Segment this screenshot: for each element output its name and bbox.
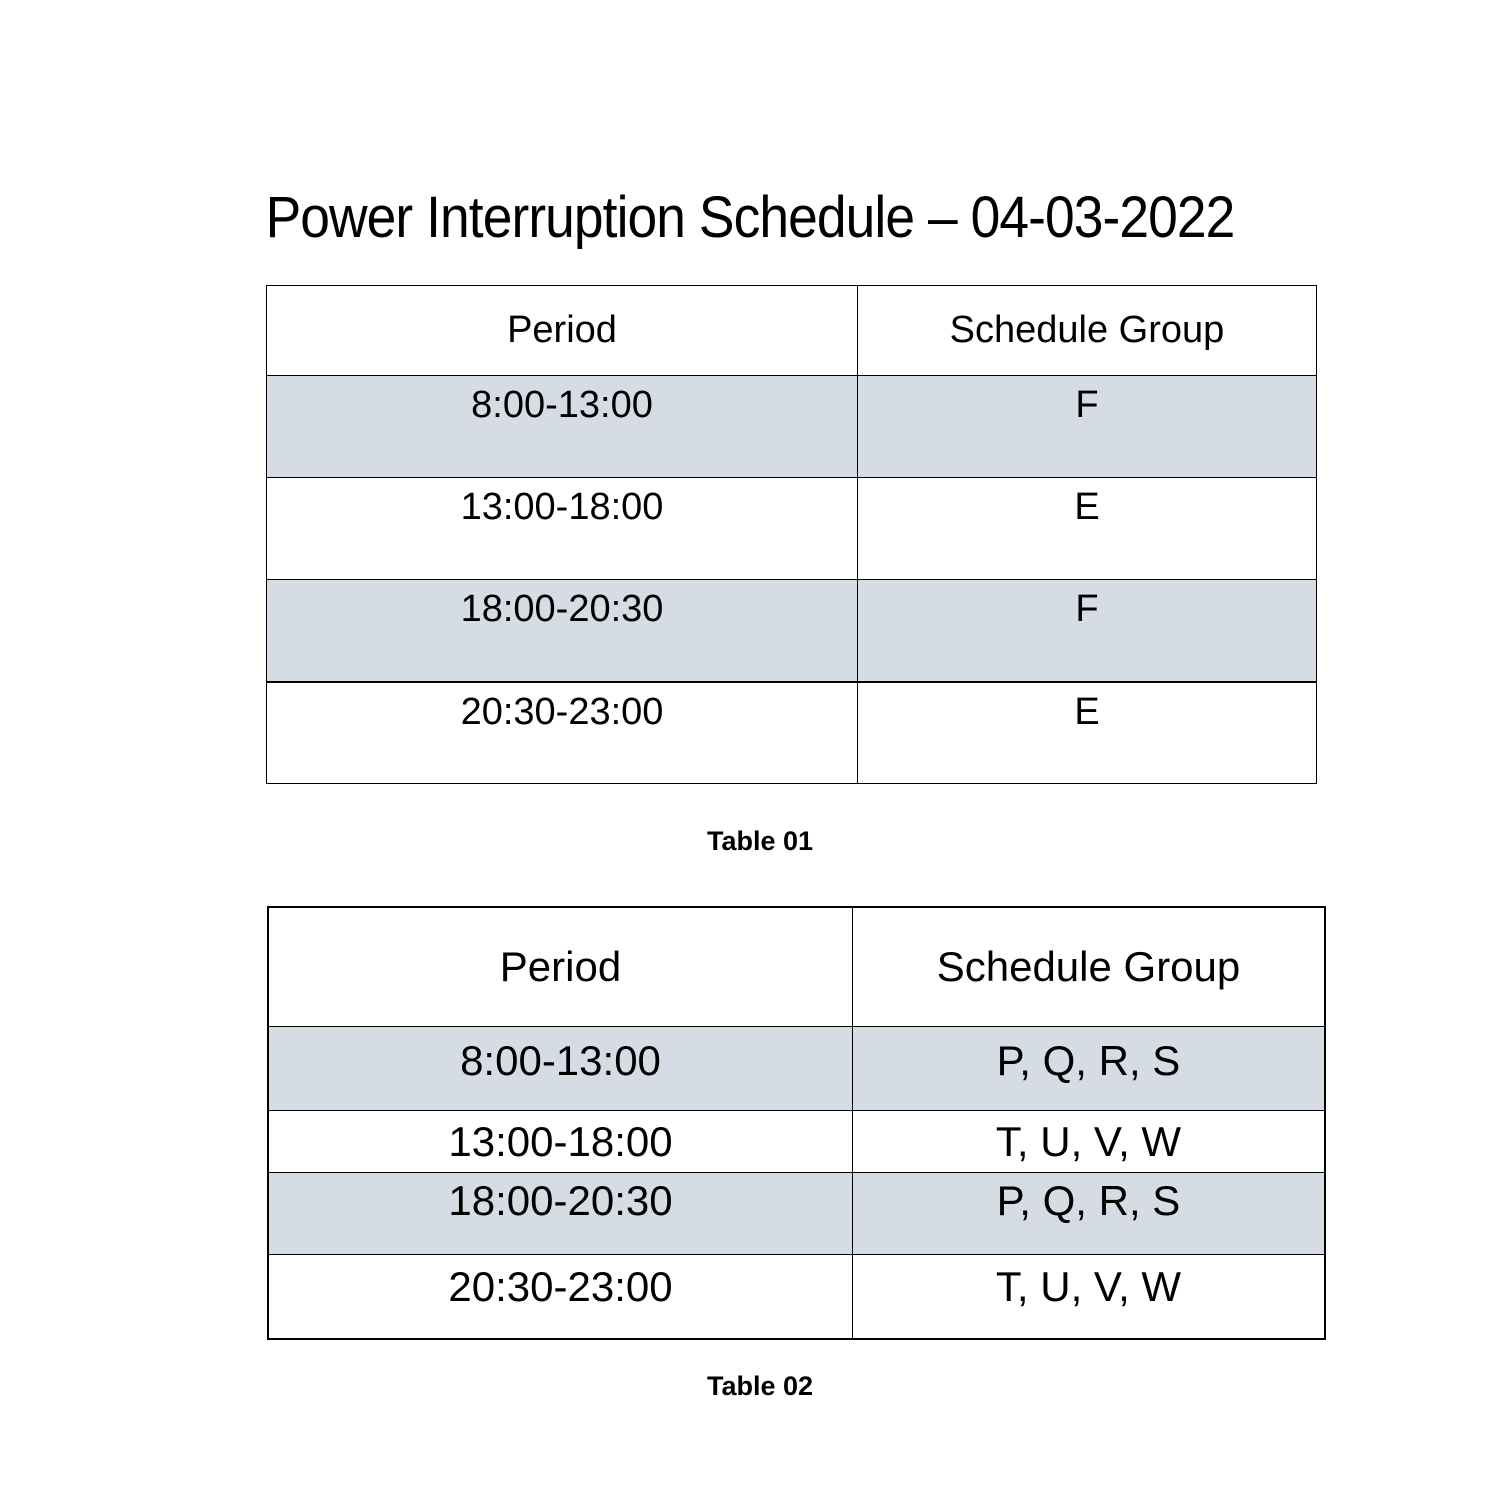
period-cell: 20:30-23:00 (268, 1255, 853, 1339)
table-caption-02: Table 02 (706, 1371, 814, 1401)
table-header-row (268, 907, 1325, 1027)
period-cell: 8:00-13:00 (267, 376, 858, 478)
page-title: Power Interruption Schedule – 04-03-2022 (265, 185, 1235, 250)
table-row (268, 1255, 1325, 1339)
header-schedule-group: Schedule Group (853, 907, 1326, 1027)
header-period: Period (267, 286, 858, 376)
group-cell: E (858, 478, 1317, 580)
group-cell: P, Q, R, S (853, 1173, 1326, 1255)
period-cell: 13:00-18:00 (268, 1111, 853, 1173)
period-cell: 18:00-20:30 (268, 1173, 853, 1255)
group-cell: T, U, V, W (853, 1111, 1326, 1173)
table-row (267, 376, 1317, 478)
period-cell: 13:00-18:00 (267, 478, 858, 580)
period-cell: 20:30-23:00 (267, 682, 858, 784)
header-period: Period (268, 907, 853, 1027)
table-caption-01: Table 01 (706, 826, 814, 856)
table-row (267, 478, 1317, 580)
table-row (268, 1173, 1325, 1255)
group-cell: P, Q, R, S (853, 1027, 1326, 1111)
period-cell: 8:00-13:00 (268, 1027, 853, 1111)
group-cell: T, U, V, W (853, 1255, 1326, 1339)
schedule-table-02 (267, 906, 1326, 1340)
schedule-table-01 (266, 285, 1317, 784)
group-cell: F (858, 376, 1317, 478)
table-header-row (267, 286, 1317, 376)
group-cell: E (858, 682, 1317, 784)
header-schedule-group: Schedule Group (858, 286, 1317, 376)
period-cell: 18:00-20:30 (267, 580, 858, 682)
table-row (267, 580, 1317, 682)
group-cell: F (858, 580, 1317, 682)
table-row (268, 1111, 1325, 1173)
table-row (268, 1027, 1325, 1111)
table-row (267, 682, 1317, 784)
